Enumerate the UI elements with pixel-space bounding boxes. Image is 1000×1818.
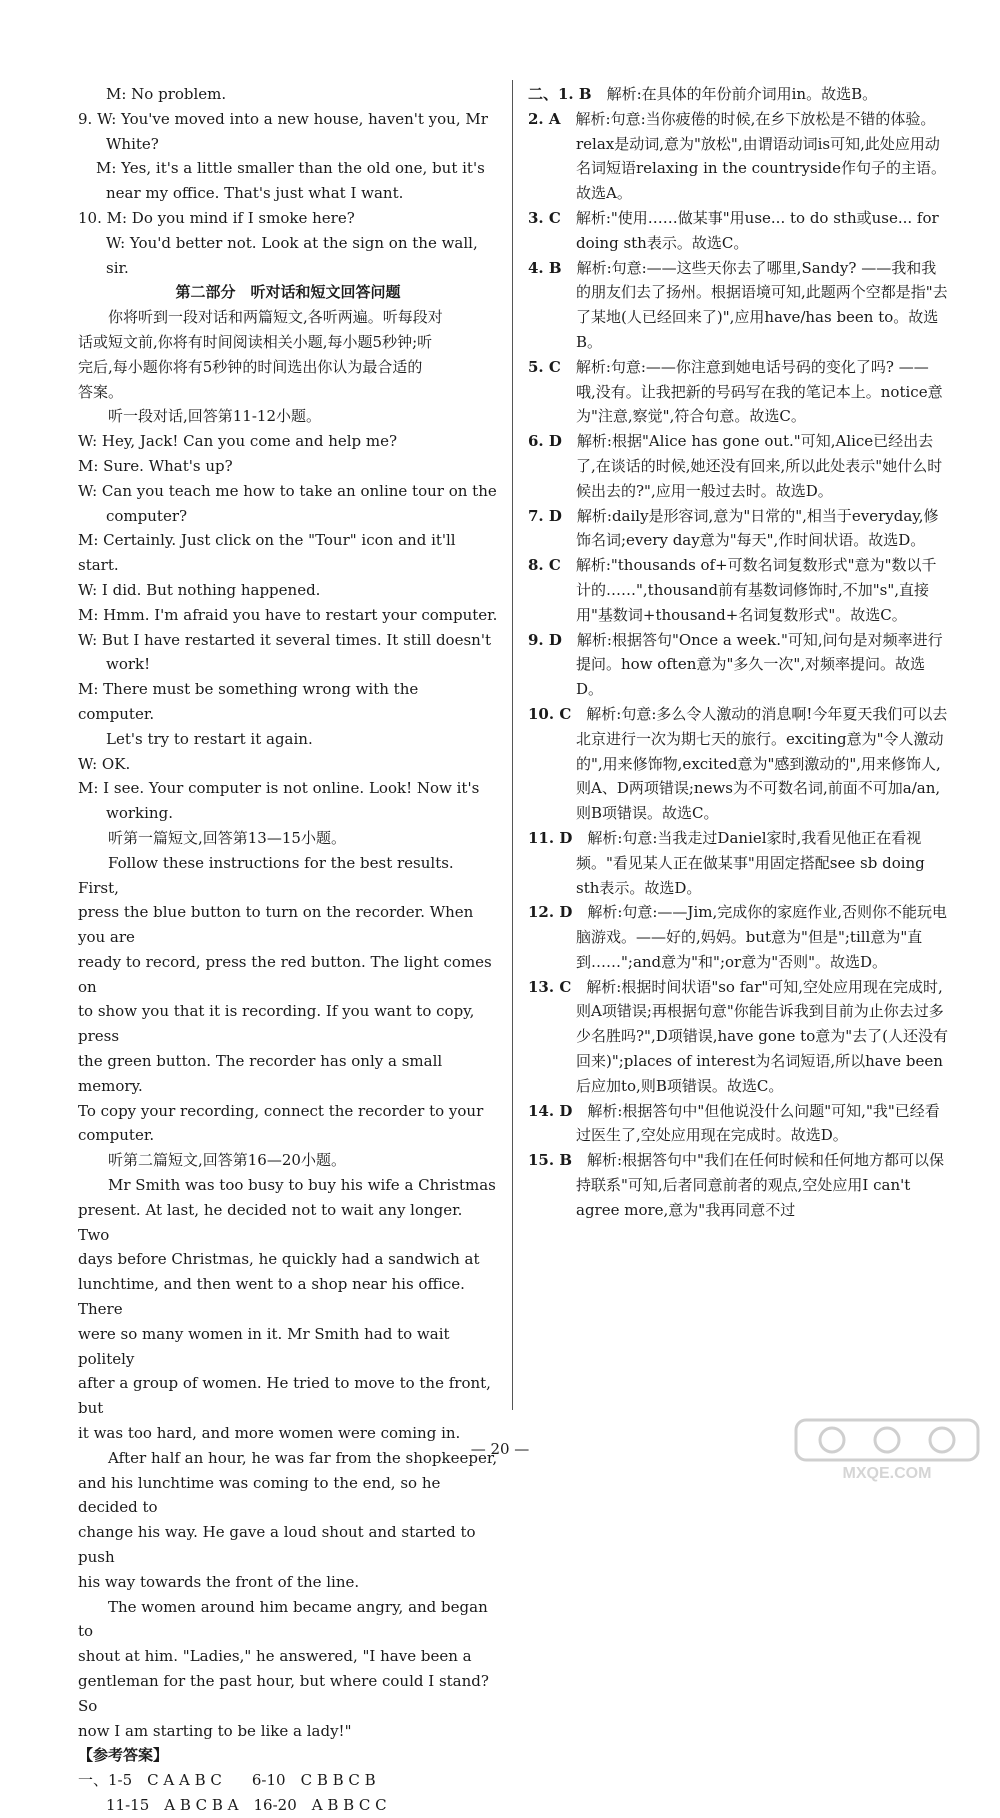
text-line: M: I see. Your computer is not online. Look! Now it's	[78, 779, 480, 798]
text-line: Mr Smith was too busy to buy his wife a Christmas	[108, 1176, 496, 1195]
text-line: to show you that it is recording. If you want to copy, press	[78, 1002, 480, 1046]
explanation-text: 解析:句意:多么令人激动的消息啊!今年夏天我们可以去北京进行一次为期七天的旅行。exciting意为"令人激动的",用来修饰物,excited意为"感到激动的",用来修饰人,则A、D两项错误;news为不可数名词,前面不可加a/an,则B项错误。故选C。	[576, 704, 948, 823]
question-number: 5. C	[528, 357, 576, 376]
text-line: 听第二篇短文,回答第16—20小题。	[108, 1151, 346, 1170]
text-line: M: There must be something wrong with the computer.	[78, 680, 424, 723]
text-line: change his way. He gave a loud shout and started to push	[78, 1523, 481, 1567]
answer-explanation	[528, 1148, 948, 1222]
text-line: and his lunchtime was coming to the end, so he decided to	[78, 1473, 446, 1517]
question-number: 13. C	[528, 977, 587, 996]
answer-explanation	[528, 429, 948, 503]
text-line: Let's try to restart it again.	[106, 729, 313, 748]
question-number: 2. A	[528, 109, 576, 128]
text-line: After half an hour, he was far from the shopkeeper,	[108, 1448, 498, 1467]
text-line: W: But I have restarted it several times. It still doesn't	[78, 630, 491, 649]
answer-explanation	[528, 900, 948, 974]
page-number: — 20 —	[470, 1440, 530, 1458]
answer-explanation	[528, 504, 948, 554]
text-line: lunchtime, and then went to a shop near his office. There	[78, 1275, 470, 1319]
text-line: 一、1-5 C A A B C 6-10 C B B C B	[78, 1771, 376, 1790]
question-number: 12. D	[528, 903, 588, 922]
text-line: The women around him became angry, and began to	[78, 1597, 493, 1641]
text-line: computer.	[78, 1126, 155, 1145]
watermark-logo	[792, 1418, 982, 1484]
explanation-text: 解析:根据答句中"我们在任何时候和任何地方都可以保持联系"可知,后者同意前者的观点,空处应用I can't agree more,意为"我再同意不过	[576, 1151, 944, 1219]
text-line: 第二部分 听对话和短文回答问题	[175, 283, 401, 302]
question-number: 3. C	[528, 208, 576, 227]
explanation-text: 解析:根据答句中"但他说没什么问题"可知,"我"已经看过医生了,空处应用现在完成时。故选D。	[576, 1101, 940, 1145]
text-line: 【参考答案】	[78, 1746, 169, 1765]
text-line: days before Christmas, he quickly had a sandwich at	[78, 1250, 480, 1269]
question-number: 9. D	[528, 630, 577, 649]
explanation-text: 解析:"使用……做某事"用use... to do sth或use... for doing sth表示。故选C。	[575, 208, 939, 252]
text-line: 完后,每小题你将有5秒钟的时间选出你认为最合适的	[78, 357, 423, 376]
explanation-text: 解析:句意:当我走过Daniel家时,我看见他正在看视频。"看见某人正在做某事"用固定搭配see sb doing sth表示。故选D。	[576, 828, 925, 897]
text-line: 10. M: Do you mind if I smoke here?	[78, 208, 355, 227]
text-line: W: OK.	[78, 754, 131, 773]
text-line: White?	[106, 134, 159, 153]
answer-explanation	[528, 975, 948, 1099]
text-line: 听第一篇短文,回答第13—15小题。	[108, 828, 346, 847]
text-line: M: Hmm. I'm afraid you have to restart your computer.	[78, 605, 498, 624]
answer-explanation	[528, 826, 948, 900]
text-line: now I am starting to be like a lady!"	[78, 1721, 352, 1740]
text-line: 9. W: You've moved into a new house, haven't you, Mr	[78, 109, 488, 128]
explanation-text: 解析:根据答句"Once a week."可知,问句是对频率进行提问。how often意为"多久一次",对频率提问。故选D。	[576, 630, 943, 699]
answer-explanation	[528, 628, 948, 702]
question-number: 11. D	[528, 828, 588, 847]
answer-explanation	[528, 355, 948, 429]
question-number: 15. B	[528, 1151, 587, 1170]
question-number: 14. D	[528, 1101, 588, 1120]
text-line: 你将听到一段对话和两篇短文,各听两遍。听每段对	[108, 308, 443, 327]
question-number: 4. B	[528, 258, 577, 277]
text-line: his way towards the front of the line.	[78, 1572, 360, 1591]
text-line: working.	[106, 804, 173, 823]
answer-explanation	[528, 107, 948, 206]
text-line: after a group of women. He tried to move to the front, but	[78, 1374, 496, 1418]
explanation-text: 解析:daily是形容词,意为"日常的",相当于everyday,修饰名词;every day意为"每天",作时间状语。故选D。	[576, 506, 939, 550]
explanation-text: 解析:"thousands of+可数名词复数形式"意为"数以千计的……",thousand前有基数词修饰时,不加"s",直接用"基数词+thousand+名词复数形式"。故选C。	[575, 556, 937, 624]
text-line: present. At last, he decided not to wait any longer. Two	[78, 1200, 468, 1244]
text-line: W: Hey, Jack! Can you come and help me?	[78, 432, 398, 451]
explanation-text: 解析:句意:——Jim,完成你的家庭作业,否则你不能玩电脑游戏。——好的,妈妈。but意为"但是";till意为"直到……";and意为"和";or意为"否则"。故选D。	[576, 903, 948, 971]
text-line: W: You'd better not. Look at the sign on the wall, sir.	[106, 233, 483, 277]
left-column	[78, 82, 498, 1818]
answer-explanation	[528, 82, 948, 107]
explanation-text: 解析:根据时间状语"so far"可知,空处应用现在完成时,则A项错误;再根据句意"你能告诉我到目前为止你去过多少名胜吗?",D项错误,have gone to意为"去了(人还没有回来)";places of interest为名词短语,所以have been后应加to,则B项错误。故选C。	[576, 977, 948, 1095]
explanation-text: 解析:句意:当你疲倦的时候,在乡下放松是不错的体验。relax是动词,意为"放松",由谓语动词is可知,此处应用动名词短语relaxing in the countryside作句子的主语。故选A。	[575, 109, 947, 203]
explanation-text: 解析:句意:——你注意到她电话号码的变化了吗? ——哦,没有。让我把新的号码写在我的笔记本上。notice意为"注意,察觉",符合句意。故选C。	[575, 357, 943, 426]
text-line: the green button. The recorder has only a small memory.	[78, 1052, 447, 1095]
text-line: 话或短文前,你将有时间阅读相关小题,每小题5秒钟;听	[78, 332, 433, 351]
text-line: W: I did. But nothing happened.	[78, 580, 321, 599]
text-line: 听一段对话,回答第11-12小题。	[108, 407, 322, 426]
right-column	[528, 82, 948, 1223]
explanation-text: 解析:句意:——这些天你去了哪里,Sandy? ——我和我的朋友们去了扬州。根据语境可知,此题两个空都是指"去了某地(人已经回来了)",应用have/has been to。故选B。	[576, 258, 948, 351]
text-line: ready to record, press the red button. The light comes on	[78, 952, 497, 996]
question-number: 8. C	[528, 556, 576, 575]
answer-explanation	[528, 702, 948, 826]
explanation-text: 解析:根据"Alice has gone out."可知,Alice已经出去了,在谈话的时候,她还没有回来,所以此处表示"她什么时候出去的?",应用一般过去时。故选D。	[576, 432, 943, 500]
text-line: M: No problem.	[106, 85, 227, 103]
answer-explanation	[528, 256, 948, 355]
text-line: To copy your recording, connect the recorder to your	[78, 1101, 484, 1120]
text-line: gentleman for the past hour, but where could I stand? So	[78, 1672, 494, 1715]
text-line: M: Yes, it's a little smaller than the old one, but it's	[96, 159, 485, 178]
text-line: press the blue button to turn on the recorder. When you are	[78, 903, 479, 947]
question-number: 7. D	[528, 506, 577, 525]
answer-explanation	[528, 206, 948, 256]
question-number: 10. C	[528, 704, 587, 723]
text-line: work!	[106, 655, 151, 674]
text-line: 11-15 A B C B A 16-20 A B B C C	[106, 1795, 387, 1814]
text-line: M: Certainly. Just click on the "Tour" icon and it'll start.	[78, 531, 461, 575]
answer-explanation	[528, 553, 948, 627]
text-line: Follow these instructions for the best results. First,	[78, 853, 459, 897]
column-divider	[512, 80, 513, 1410]
answer-explanation	[528, 1099, 948, 1149]
text-line: M: Sure. What's up?	[78, 456, 233, 475]
text-line: near my office. That's just what I want.	[106, 184, 404, 203]
text-line: were so many women in it. Mr Smith had to wait politely	[78, 1324, 455, 1368]
question-number: 二、1. B	[528, 85, 607, 103]
svg-text:MXQE.COM: MXQE.COM	[842, 1465, 932, 1482]
text-line: shout at him. "Ladies," he answered, "I have been a	[78, 1647, 472, 1666]
text-line: 答案。	[78, 382, 124, 401]
question-number: 6. D	[528, 432, 577, 451]
text-line: computer?	[106, 506, 188, 525]
text-line: W: Can you teach me how to take an online tour on the	[78, 481, 497, 500]
explanation-text: 解析:在具体的年份前介词用in。故选B。	[606, 85, 878, 103]
text-line: it was too hard, and more women were coming in.	[78, 1424, 461, 1443]
